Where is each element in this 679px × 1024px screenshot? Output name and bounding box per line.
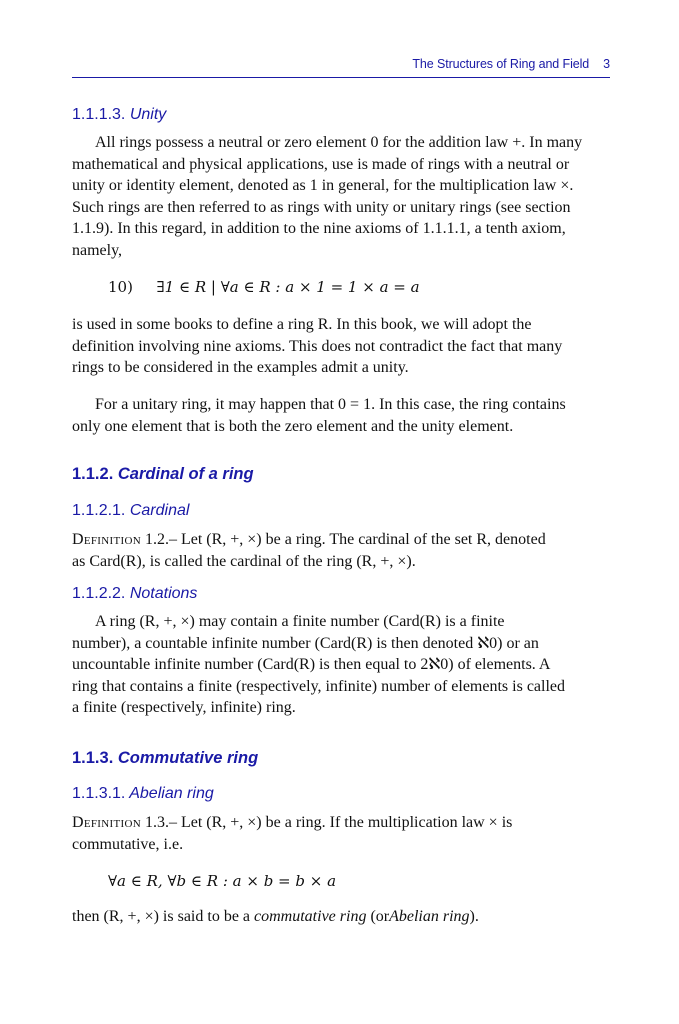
- definition-text: Let (R, +, ×) be a ring. If the multiplication law × is: [180, 814, 513, 831]
- text-line: Such rings are then referred to as rings with unity or unitary rings (see section: [72, 198, 571, 216]
- text-line: as Card(R), is called the cardinal of the ring (R, +, ×).: [72, 552, 416, 570]
- text-line: definition involving nine axioms. This does not contradict the fact that many: [72, 337, 563, 355]
- unity-paragraph-1: [72, 132, 610, 261]
- heading-title: Commutative ring: [117, 749, 259, 767]
- text-line: mathematical and physical applications, use is made of rings with a neutral or: [72, 155, 570, 173]
- formula: ∀a ∈ R, ∀b ∈ R : a × b = b × a: [108, 872, 337, 890]
- definition-1-3: [72, 812, 610, 855]
- text-line: [72, 812, 610, 834]
- text-line: A ring (R, +, ×) may contain a finite number (Card(R) is a finite: [95, 613, 505, 630]
- text-line: namely,: [72, 241, 123, 259]
- definition-1-2: [72, 529, 610, 572]
- text-line: [72, 529, 610, 551]
- term-commutative-ring: commutative ring: [254, 908, 367, 925]
- heading-number: 1.1.3.: [72, 749, 114, 767]
- heading-abelian-ring: [72, 785, 610, 803]
- heading-title: Abelian ring: [129, 785, 214, 802]
- text-line: commutative, i.e.: [72, 835, 184, 853]
- text-line: [72, 906, 610, 928]
- text-prefix: then (R, +, ×) is said to be a: [72, 908, 251, 925]
- heading-title: Notations: [129, 585, 198, 602]
- heading-title: Cardinal: [129, 502, 190, 519]
- heading-cardinal-of-a-ring: [72, 465, 610, 484]
- heading-title: Unity: [129, 106, 167, 123]
- text-line: a finite (respectively, infinite) ring.: [72, 699, 296, 716]
- text-line: is used in some books to define a ring R. In this book, we will adopt the: [72, 316, 532, 333]
- axiom-formula: ∃1 ∈ R | ∀a ∈ R : a × 1 = 1 × a = a: [156, 278, 420, 296]
- text-mid: (or: [370, 908, 390, 925]
- text-line: For a unitary ring, it may happen that 0 = 1. In this case, the ring contains: [95, 396, 566, 413]
- definition-label: Definition: [72, 814, 141, 831]
- text-line: rings to be considered in the examples admit a unity.: [72, 359, 409, 376]
- text-line: 1.1.9). In this regard, in addition to the nine axioms of 1.1.1.1, a tenth axiom,: [72, 220, 566, 237]
- heading-title: Cardinal of a ring: [117, 465, 254, 483]
- heading-number: 1.1.3.1.: [72, 785, 126, 802]
- unity-paragraph-3: [72, 394, 610, 437]
- heading-notations: [72, 585, 610, 603]
- definition-number: 1.3.–: [144, 814, 177, 831]
- term-abelian-ring: Abelian ring: [389, 908, 470, 925]
- header-rule: [72, 77, 610, 78]
- text-line: All rings possess a neutral or zero element 0 for the addition law +. In many: [95, 134, 583, 151]
- heading-number: 1.1.2.2.: [72, 585, 126, 602]
- heading-number: 1.1.1.3.: [72, 106, 126, 123]
- text-line: uncountable infinite number (Card(R) is then equal to 2ℵ0) of elements. A: [72, 656, 551, 673]
- commutativity-formula: [108, 872, 548, 890]
- text-line: only one element that is both the zero element and the unity element.: [72, 417, 514, 435]
- abelian-final-sentence: [72, 906, 610, 928]
- text-suffix: ).: [469, 908, 479, 925]
- running-title: The Structures of Ring and Field: [412, 57, 590, 71]
- unity-paragraph-2: [72, 314, 610, 379]
- notations-paragraph: [72, 611, 610, 719]
- heading-number: 1.1.2.1.: [72, 502, 126, 519]
- text-line: number), a countable infinite number (Card(R) is then denoted ℵ0) or an: [72, 634, 539, 652]
- definition-text: Let (R, +, ×) be a ring. The cardinal of the set R, denoted: [180, 531, 546, 548]
- definition-label: Definition: [72, 531, 141, 548]
- text-line: ring that contains a finite (respectively, infinite) number of elements is called: [72, 677, 566, 695]
- axiom-label: 10): [108, 278, 133, 296]
- heading-commutative-ring: [72, 749, 610, 768]
- heading-unity: [72, 106, 610, 124]
- text-line: unity or identity element, denoted as 1 in general, for the multiplication law ×.: [72, 177, 574, 194]
- page-number: 3: [603, 57, 610, 71]
- axiom-10: [108, 278, 548, 296]
- running-head: [72, 57, 610, 71]
- heading-number: 1.1.2.: [72, 465, 114, 483]
- definition-number: 1.2.–: [144, 531, 177, 548]
- heading-cardinal: [72, 502, 610, 520]
